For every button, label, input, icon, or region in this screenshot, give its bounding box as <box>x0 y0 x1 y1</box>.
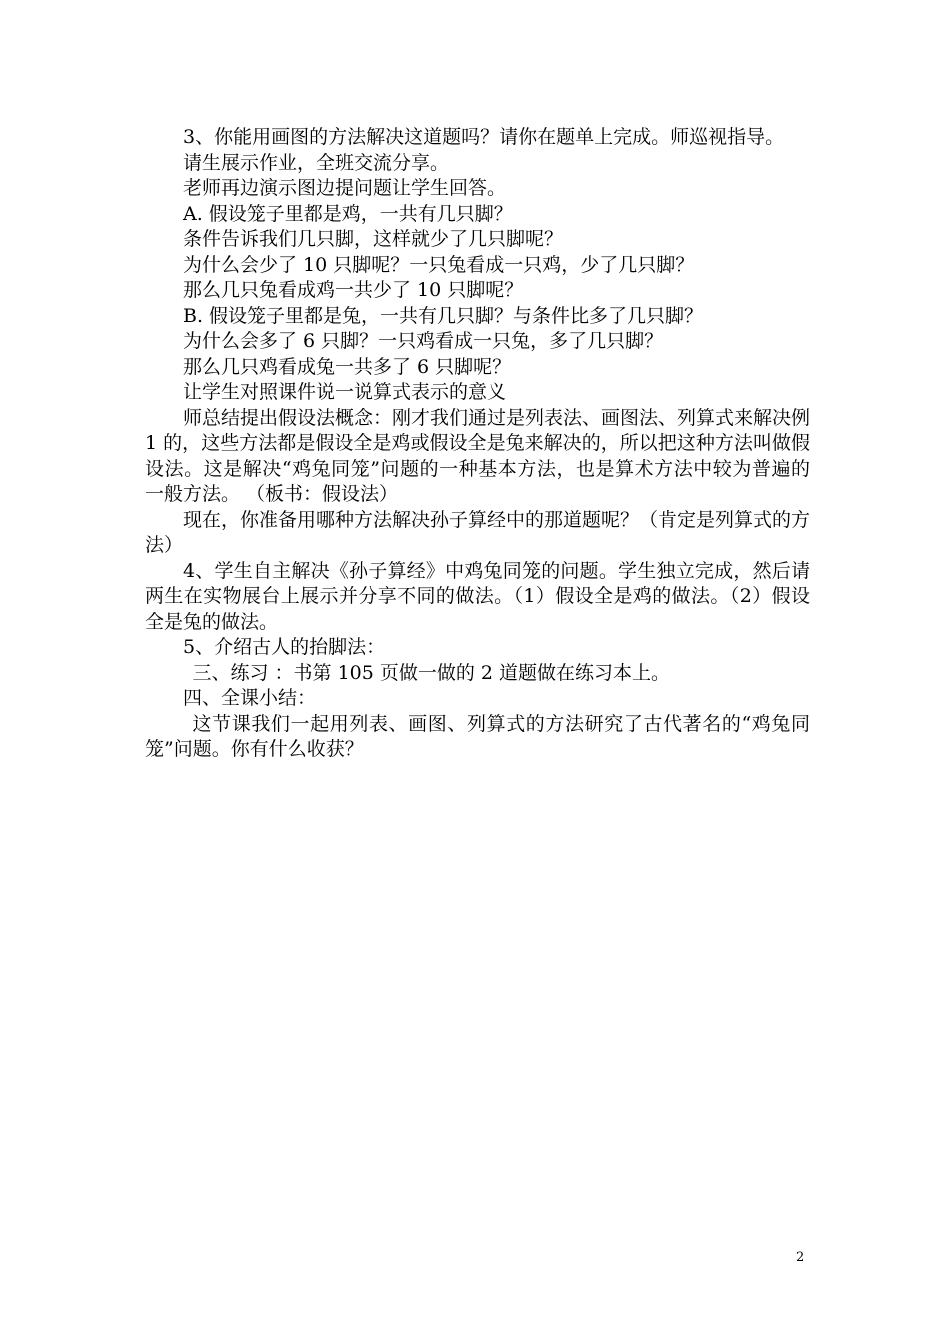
paragraph-summary-text: 这节课我们一起用列表、画图、列算式的方法研究了古代著名的“鸡兔同笼”问题。你有什么收获？ <box>145 712 810 760</box>
paragraph-section-practice: 三、练习 ：书第 105 页做一做的 2 道题做在练习本上。 <box>192 661 671 684</box>
paragraph-question-a-2: 为什么会少了 10 只脚呢？一只兔看成一只鸡，少了几只脚？ <box>183 253 695 276</box>
paragraph-step-4-self-solve: 4、学生自主解决《孙子算经》中鸡兔同笼的问题。学生独立完成，然后请两生在实物展台上展示并分享不同的做法。（1）假设全是鸡的做法。（2）假设全是兔的做法。 <box>145 559 810 633</box>
paragraph-assumption-method-summary: 师总结提出假设法概念：刚才我们通过是列表法、画图法、列算式来解决例 1 的，这些方法都是假设全是鸡或假设全是兔来解决的，所以把这种方法叫做假设法。这是解决“鸡兔同笼”问题的一种基本方法，也是算术方法中较为普遍的一般方法。 （板书：假设法） <box>145 406 811 505</box>
paragraph-question-a-3: 那么几只兔看成鸡一共少了 10 只脚呢？ <box>183 279 524 301</box>
paragraph-method-choice: 现在，你准备用哪种方法解决孙子算经中的那道题呢？（肯定是列算式的方法） <box>145 508 811 556</box>
page-number: 2 <box>796 1250 805 1265</box>
paragraph-question-a: A. 假设笼子里都是鸡，一共有几只脚？ <box>183 202 513 225</box>
paragraph-section-summary: 四、全课小结： <box>183 687 317 709</box>
paragraph-step-3-drawing: 3、你能用画图的方法解决这道题吗？请你在题单上完成。师巡视指导。 <box>183 126 785 148</box>
paragraph-question-a-1: 条件告诉我们几只脚，这样就少了几只脚呢？ <box>183 228 564 250</box>
paragraph-question-b-1: 为什么会多了 6 只脚？一只鸡看成一只兔，多了几只脚？ <box>183 330 664 352</box>
paragraph-formula-meaning: 让学生对照课件说一说算式表示的意义 <box>183 381 507 403</box>
paragraph-teacher-demo: 老师再边演示图边提问题让学生回答。 <box>183 177 507 199</box>
paragraph-show-work: 请生展示作业，全班交流分享。 <box>183 151 450 174</box>
paragraph-step-5-lift-feet: 5、介绍古人的抬脚法： <box>183 636 386 658</box>
paragraph-question-b-2: 那么几只鸡看成兔一共多了 6 只脚呢？ <box>183 355 512 378</box>
document-body <box>145 125 810 763</box>
paragraph-question-b: B. 假设笼子里都是兔，一共有几只脚？与条件比多了几只脚？ <box>183 304 704 327</box>
